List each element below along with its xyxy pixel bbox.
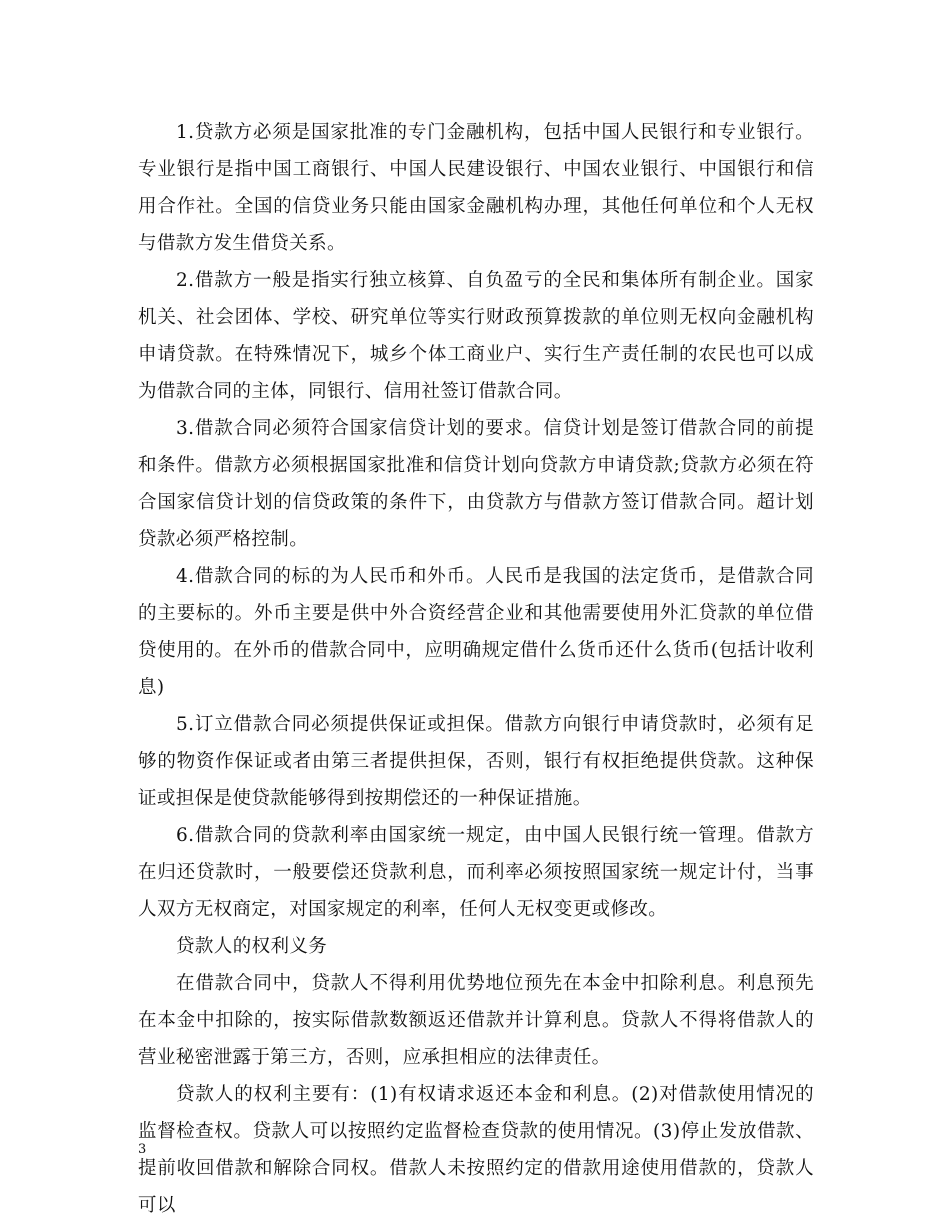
paragraph-8: 贷款人的权利主要有：(1)有权请求返还本金和利息。(2)对借款使用情况的监督检查权。贷款人可以按照约定监督检查贷款的使用情况。(3)停止发放借款、提前收回借款和解除合同权。借款人未按照约定的借款用途使用借款的，贷款人可以 [138, 1084, 814, 1216]
paragraph-1: 1.贷款方必须是国家批准的专门金融机构，包括中国人民银行和专业银行。专业银行是指中国工商银行、中国人民建设银行、中国农业银行、中国银行和信用合作社。全国的信贷业务只能由国家金融机构办理，其他任何单位和个人无权与借款方发生借贷关系。 [138, 122, 814, 254]
paragraph-3: 3.借款合同必须符合国家信贷计划的要求。信贷计划是签订借款合同的前提和条件。借款方必须根据国家批准和信贷计划向贷款方申请贷款;贷款方必须在符合国家信贷计划的信贷政策的条件下，由贷款方与借款方签订借款合同。超计划贷款必须严格控制。 [138, 418, 814, 550]
paragraph-6: 6.借款合同的贷款利率由国家统一规定，由中国人民银行统一管理。借款方在归还贷款时，一般要偿还贷款利息，而利率必须按照国家统一规定计付，当事人双方无权商定，对国家规定的利率，任何人无权变更或修改。 [138, 825, 814, 920]
paragraph-7: 在借款合同中，贷款人不得利用优势地位预先在本金中扣除利息。利息预先在本金中扣除的，按实际借款数额返还借款并计算利息。贷款人不得将借款人的营业秘密泄露于第三方，否则，应承担相应的法律责任。 [138, 973, 814, 1068]
page-number: 3 [138, 1142, 147, 1157]
paragraph-2: 2.借款方一般是指实行独立核算、自负盈亏的全民和集体所有制企业。国家机关、社会团体、学校、研究单位等实行财政预算拨款的单位则无权向金融机构申请贷款。在特殊情况下，城乡个体工商业户、实行生产责任制的农民也可以成为借款合同的主体，同银行、信用社签订借款合同。 [138, 270, 814, 402]
paragraph-4: 4.借款合同的标的为人民币和外币。人民币是我国的法定货币，是借款合同的主要标的。外币主要是供中外合资经营企业和其他需要使用外汇贷款的单位借贷使用的。在外币的借款合同中，应明确规定借什么货币还什么货币(包括计收利息) [138, 566, 814, 698]
section-heading: 贷款人的权利义务 [176, 936, 328, 957]
paragraph-5: 5.订立借款合同必须提供保证或担保。借款方向银行申请贷款时，必须有足够的物资作保证或者由第三者提供担保，否则，银行有权拒绝提供贷款。这种保证或担保是使贷款能够得到按期偿还的一种保证措施。 [138, 714, 814, 809]
document-body [138, 114, 814, 1224]
